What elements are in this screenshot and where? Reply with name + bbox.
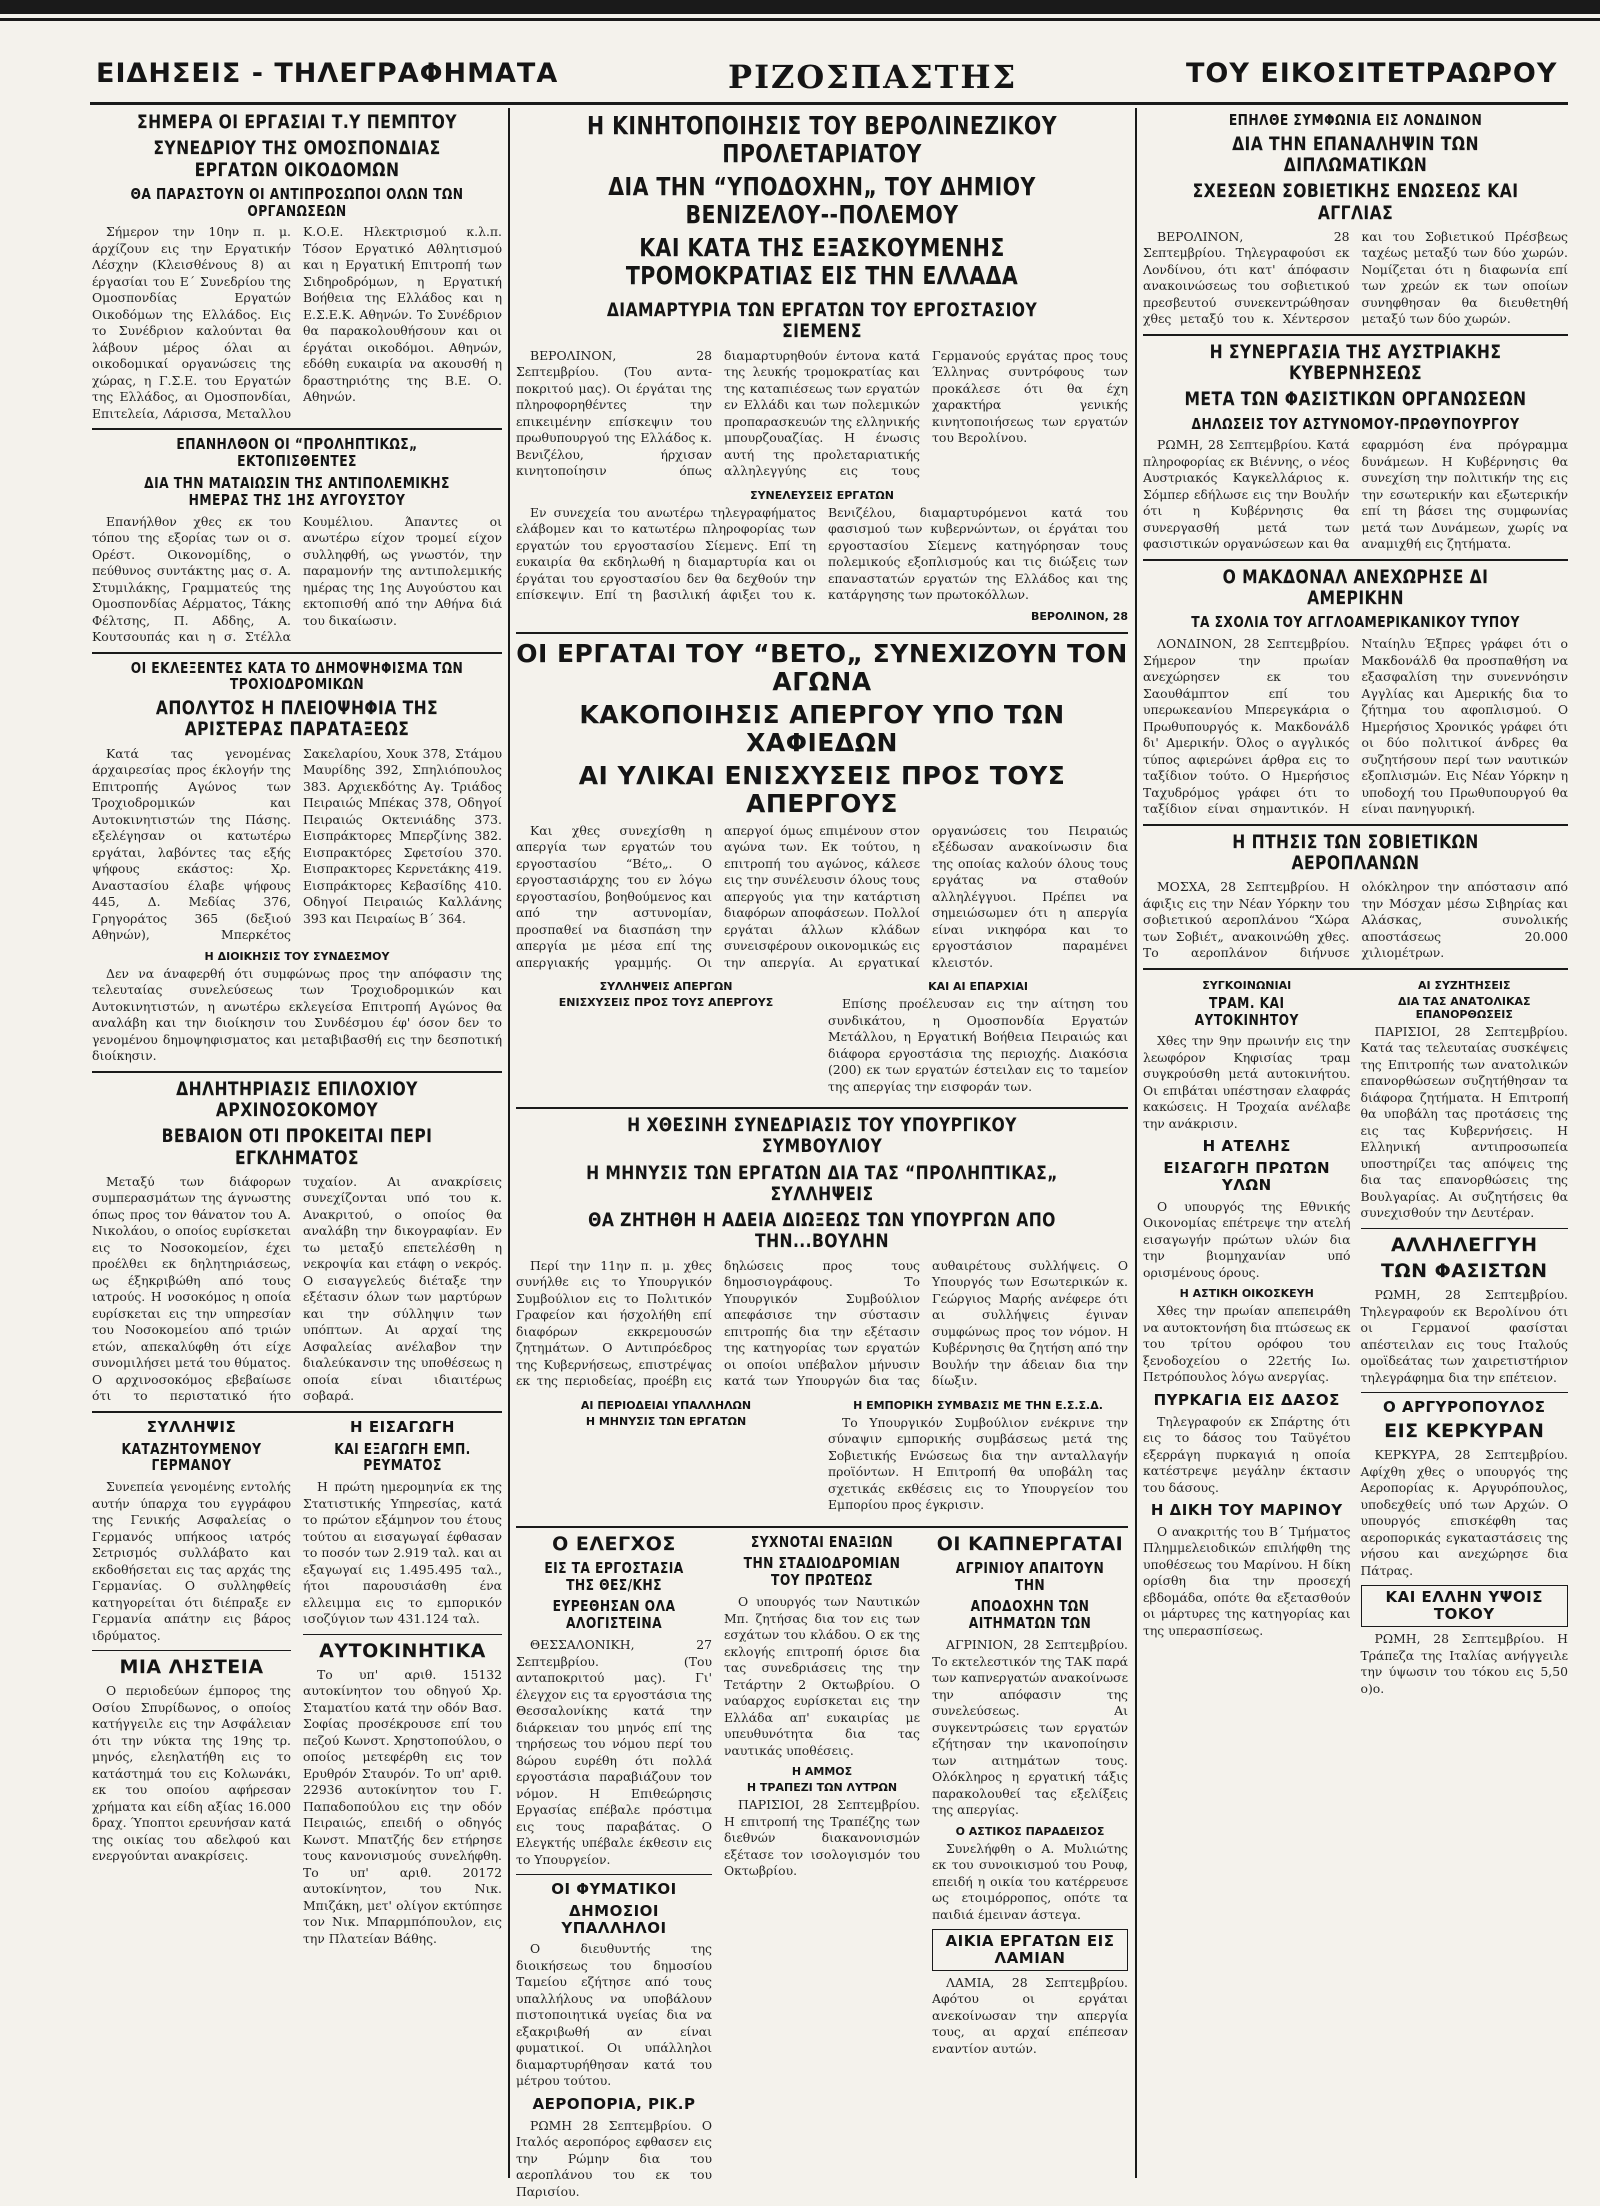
headline: ΤΡΑΜ. ΚΑΙ ΑΥΤΟΚΙΝΗΤΟΥ bbox=[1194, 993, 1299, 1029]
subheadline: Η ΕΜΠΟΡΙΚΗ ΣΥΜΒΑΣΙΣ ΜΕ ΤΗΝ Ε.Σ.Σ.Δ. bbox=[853, 1398, 1103, 1412]
article-row bbox=[1143, 976, 1568, 1703]
headline: ΣΥΛΛΗΨΙΣ bbox=[146, 1417, 237, 1436]
headline: ΟΙ ΕΡΓΑΤΑΙ ΤΟΥ “ΒΕΤΟ„ ΣΥΝΕΧΙΖΟΥΝ ΤΟΝ ΑΓΩΝΑ bbox=[516, 638, 1128, 696]
subheadline: ΑΙ ΠΕΡΙΟΔΕΙΑΙ ΥΠΑΛΛΗΛΩΝ bbox=[580, 1398, 752, 1412]
article-text: ΒΕΡΟΛΙΝΟΝ, 28 Σεπτεμβρίου. Τηλεγραφούσι εκ Λονδίνου, ότι κατ' άπόφασιν ανακοινώσεως του σοβιετικού πρεσβευτού συνεκεντρώθησαν χθες μεταξύ του κ. Χέντερσον και του Σοβιετικού Πρέσβεως ταχέως μεταξύ των δύο χωρών. Νομίζεται ότι η διαφωνία επί των χρεών εκ των οποίων συνηφθησαν θα διευθετηθή μεταξύ των δύο χωρών. bbox=[1143, 228, 1568, 327]
headline: ΘΑ ΠΑΡΑΣΤΟΥΝ ΟΙ ΑΝΤΙΠΡΟΣΩΠΟΙ ΟΛΩΝ ΤΩΝ ΟΡΓΑΝΩΣΕΩΝ bbox=[130, 184, 464, 220]
article-text: Επανήλθον χθες εκ του τόπου της εξορίας των οι σ. Ορέστ. Οικονομίδης, ο πεύθυνος συντάκτης μας σ. Α. Στυμιλάκης, Γραμματεύς της Ομοσπονδίας Αέρματος, Τάκης Φέλτσης, Π. Αδδης, Α. Κουτσουπάς και η σ. Στέλλα Κουμέλιου. Άπαντες οι ανωτέρω είχον τρομεί είχον συλληφθή, ως γνωστόν, την παραμονήν της αντιπολεμικής ημέρας της 1ης Αυγούστου και εκτοπισθή από την Αθήνα διά του δικαίωσιν. bbox=[92, 513, 502, 645]
subheadline: ΣΥΝΕΛΕΥΣΕΙΣ ΕΡΓΑΤΩΝ bbox=[750, 488, 894, 502]
headline: Η ΧΘΕΣΙΝΗ ΣΥΝΕΔΡΙΑΣΙΣ ΤΟΥ ΥΠΟΥΡΓΙΚΟΥ ΣΥΜΒΟΥΛΙΟΥ bbox=[627, 1114, 1017, 1158]
headline: ΣΗΜΕΡΑ ΟΙ ΕΡΓΑΣΙΑΙ Τ.Υ ΠΕΜΠΤΟΥ bbox=[137, 111, 457, 133]
headline: Η ΚΙΝΗΤΟΠΟΙΗΣΙΣ ΤΟΥ ΒΕΡΟΛΙΝΕΖΙΚΟΥ ΠΡΟΛΕΤΑΡΙΑΤΟΥ bbox=[587, 111, 1057, 168]
headline: Η ΣΥΝΕΡΓΑΣΙΑ ΤΗΣ ΑΥΣΤΡΙΑΚΗΣ ΚΥΒΕΡΝΗΣΕΩΣ bbox=[1209, 340, 1502, 385]
divider bbox=[1143, 559, 1568, 561]
headline: ΔΙΑ ΤΗΝ ΕΠΑΝΑΛΗΨΙΝ ΤΩΝ ΔΙΠΛΩΜΑΤΙΚΩΝ bbox=[1232, 132, 1479, 177]
divider bbox=[92, 1071, 502, 1073]
article-text: Ο υπουργός της Εθνικής Οικονομίας επέτρεψε την ατελή εισαγωγήν πρώτων υλών δια την βιομηχανίαν υπό ορισμένους όρους. bbox=[1143, 1198, 1351, 1280]
headline: ΕΥΡΕΘΗΣΑΝ ΟΛΑ ΑΛΟΓΙΣΤΕΙΝΑ bbox=[552, 1597, 676, 1633]
headline-box: ΚΑΙ ΕΛΛΗΝ ΥΨΟΙΣ ΤΟΚΟΥ bbox=[1361, 1585, 1569, 1627]
divider bbox=[1143, 334, 1568, 336]
subheadline: ΑΙ ΣΥΖΗΤΗΣΕΙΣ bbox=[1418, 978, 1511, 992]
left-column bbox=[92, 112, 502, 2180]
article bbox=[516, 1396, 816, 1520]
subheadline: Η ΑΜΜΟΣ bbox=[791, 1765, 853, 1779]
divider bbox=[1143, 824, 1568, 826]
masthead bbox=[0, 58, 1600, 100]
headline: ΒΕΒΑΙΟΝ ΟΤΙ ΠΡΟΚΕΙΤΑΙ ΠΕΡΙ ΕΓΚΛΗΜΑΤΟΣ bbox=[161, 1125, 433, 1169]
headline: ΚΑΤΑΖΗΤΟΥΜΕΝΟΥ ΓΕΡΜΑΝΟΥ bbox=[121, 1439, 262, 1475]
article bbox=[828, 1396, 1128, 1520]
article bbox=[1361, 976, 1569, 1703]
headline: ΔΗΛΩΣΕΙΣ ΤΟΥ ΑΣΤΥΝΟΜΟΥ-ΠΡΩΘΥΠΟΥΡΓΟΥ bbox=[1191, 414, 1520, 433]
headline: Ο ΜΑΚΔΟΝΑΛ ΑΝΕΧΩΡΗΣΕ ΔΙ ΑΜΕΡΙΚΗΝ bbox=[1222, 565, 1489, 610]
headline: ΑΠΟΛΥΤΟΣ Η ΠΛΕΙΟΨΗΦΙΑ ΤΗΣ ΑΡΙΣΤΕΡΑΣ ΠΑΡΑΤΑΞΕΩΣ bbox=[155, 697, 439, 741]
article-text: Το Υπουργικόν Συμβούλιον ενέκρινε την σύναψιν εμπορικής συμβάσεως μετά της Σοβιετικής Ενώσεως δια την ανταλλαγήν προϊόντων. Η Επιτροπή θα υποβάλη τας σχετικάς εκθέσεις εις το Υπουργείον του Εμπορίου προς έγκρισιν. bbox=[828, 1414, 1128, 1513]
headline: ΟΙ ΦΥΜΑΤΙΚΟΙ bbox=[551, 1880, 677, 1899]
headline: ΕΙΣ ΤΑ ΕΡΓΟΣΤΑΣΙΑ ΤΗΣ ΘΕΣ/ΚΗΣ bbox=[544, 1558, 684, 1594]
headline: ΕΙΣΑΓΩΓΗ ΠΡΩΤΩΝ ΥΛΩΝ bbox=[1163, 1159, 1331, 1194]
headline: ΤΗΝ ΣΤΑΔΙΟΔΡΟΜΙΑΝ ΤΟΥ ΠΡΩΤΕΩΣ bbox=[743, 1554, 901, 1590]
article-row bbox=[516, 1534, 1128, 2206]
headline: ΣΧΕΣΕΩΝ ΣΟΒΙΕΤΙΚΗΣ ΕΝΩΣΕΩΣ ΚΑΙ ΑΓΓΛΙΑΣ bbox=[1192, 180, 1519, 224]
headline: Η ΑΤΕΛΗΣ bbox=[1202, 1137, 1291, 1156]
article-text: ΡΩΜΗ 28 Σεπτεμβρίου. Ο Ιταλός αεροπόρος εφθασεν εις την Ρώμην δια του αεροπλάνου του εκ του Παρισίου. bbox=[516, 2117, 712, 2199]
subheadline: ΕΝΙΣΧΥΣΕΙΣ ΠΡΟΣ ΤΟΥΣ ΑΠΕΡΓΟΥΣ bbox=[558, 996, 774, 1010]
headline: ΣΥΝΕΔΡΙΟΥ ΤΗΣ ΟΜΟΣΠΟΝΔΙΑΣ ΕΡΓΑΤΩΝ ΟΙΚΟΔΟΜΩΝ bbox=[153, 137, 441, 181]
headline: ΕΙΣ ΚΕΡΚΥΡΑΝ bbox=[1384, 1420, 1545, 1443]
article-text: Περί την 11ην π. μ. χθες συνήλθε εις το Υπουργικόν Συμβούλιον εις το Πολιτικόν Γραφείον και ήσχολήθη επί διαφόρων εκκρεμουσών ζητημάτων. Ο Αντιπρόεδρος της Κυβερνήσεως, επιστρέψας εκ της περιοδείας, προέβη εις δηλώσεις προς τους δημοσιογράφους. Το Υπουργικόν Συμβούλιον απεφάσισε την σύστασιν επιτροπής δια την εξέτασιν της κατηγορίας των εργατών οι οποίοι υπέβαλον μήνυσιν κατά των Υπουργών δια τας αυθαιρέτους συλλήψεις. Ο Υπουργός των Εσωτερικών κ. Γεώργιος Μαρής ανέφερε ότι αι συλλήψεις έγιναν συμφώνως προς τον νόμον. Η Κυβέρνησις θα ζητήση από την Βουλήν την άδειαν δια την δίωξιν. bbox=[516, 1257, 1128, 1389]
article-text: Ο ανακριτής του Β΄ Τμήματος Πλημμελειοδικών επιλήφθη της υποθέσεως του Μαρίνου. Η δίκη ορίσθη δια την προσεχή εβδομάδα, οπότε θα εξετασθούν οι μάρτυρες της κατηγορίας και της υπερασπίσεως. bbox=[1143, 1523, 1351, 1638]
headline: ΑΥΤΟΚΙΝΗΤΙΚΑ bbox=[319, 1639, 486, 1662]
divider bbox=[1361, 1392, 1569, 1393]
headline: ΚΑΙ ΕΞΑΓΩΓΗ ΕΜΠ. ΡΕΥΜΑΤΟΣ bbox=[334, 1439, 471, 1475]
headline: ΔΗΛΗΤΗΡΙΑΣΙΣ ΕΠΙΛΟΧΙΟΥ ΑΡΧΙΝΟΣΟΚΟΜΟΥ bbox=[176, 1077, 418, 1121]
headline: ΑΕΡΟΠΟΡΙΑ, ΡΙΚ.Ρ bbox=[532, 2094, 696, 2113]
masthead-left: ΕΙΔΗΣΕΙΣ - ΤΗΛΕΓΡΑΦΗΜΑΤΑ bbox=[96, 58, 559, 89]
subheadline: Η ΑΣΤΙΚΗ ΟΙΚΟΣΚΕΥΗ bbox=[1179, 1287, 1314, 1301]
article-text: ΡΩΜΗ, 28 Σεπτεμβρίου. Η Τράπεζα της Ιταλίας ανήγγειλε την ύψωσιν του τόκου εις 5,50 ο)ο. bbox=[1360, 1631, 1568, 1696]
top-border bbox=[0, 0, 1600, 14]
headline: ΠΥΡΚΑΓΙΑ ΕΙΣ ΔΑΣΟΣ bbox=[1153, 1390, 1340, 1409]
article-text: Κατά τας γενομένας άρχαιρεσίας προς έκλογήν της Επιτροπής Αγώνος των Τροχιοδρομικών και Αυτοκινητιστών της Πάσης. εξελέγησαν οι κατωτέρω εργάται, λαβόντες τας εξής ψήφους εκάστος: Χρ. Αναστασίου έλαβε ψήφους 445, Δ. Μεδίας 376, Γρηγοράτος 365 (δεξιού Αθηνών), Μπερκέτος Σακελαρίου, Χουκ 378, Στάμου Μαυρίδης 392, Σπηλιόπουλος 383. Αρχιεκδότης Αγ. Τριάδος Πειραιώς Μπέκας 378, Οδηγοί Πειραιώς Οκτενιάδης 373. Εισπράκτορες Μπερζίνης 382. Εισπρακτόρες Σφετσίου 370. Εισπρακτορες Κερνετάκης 419. Εισπράκτορες Κεβασίδης 410. Οδηγοί Πειραιώς Καλλάνης 393 και Πειραίως Β΄ 364. bbox=[92, 745, 502, 943]
divider bbox=[1143, 968, 1568, 970]
article-text: ΠΑΡΙΣΙΟΙ, 28 Σεπτεμβρίου. Η επιτροπή της Τραπέζης των διεθνών διακανονισμών εξέτασε τον ισολογισμόν του Οκτωβρίου. bbox=[724, 1797, 920, 1879]
article bbox=[1143, 976, 1351, 1703]
headline: Η ΕΙΣΑΓΩΓΗ bbox=[350, 1417, 455, 1436]
article-text: Συνελήφθη ο Α. Μυλιώτης εκ του συνοικισμού του Ρουφ, επειδή η οικία του κατέρρευσε ως ετοιμόρροπος, οπότε τα παιδιά έμειναν άστεγα. bbox=[932, 1840, 1128, 1922]
article-text: ΜΟΣΧΑ, 28 Σεπτεμβρίου. Η άφιξις εις την Νέαν Υόρκην του σοβιετικού αεροπλάνου “Χώρα των Σοβιέτ„ ανακοινώθη χθες. Το αεροπλάνον διήνυσε ολόκληρον την απόστασιν από την Μόσχαν μέσω Σιβηρίας και Αλάσκας, συνολικής αποστάσεως 20.000 χιλιομέτρων. bbox=[1143, 879, 1568, 961]
dateline: ΒΕΡΟΛΙΝΟΝ, 28 bbox=[1031, 609, 1128, 623]
headline: ΟΙ ΚΑΠΝΕΡΓΑΤΑΙ bbox=[936, 1532, 1124, 1555]
article-text: Δεν να άναφερθή ότι συμφώνως προς την απόφασιν της τελευταίας συνελεύσεως των Τροχιοδρομικών και Αυτοκινητιστών, η ανωτέρω εκλεγείσα Επιτροπή Αγώνος θα αναλάβη και την διοίκησιν του Συνδέσμου έφ' όσον δεν το γενομένου δημοψηφισματος και μεταβιβασθή εις την δεσποτική διοίκησιν. bbox=[92, 965, 502, 1064]
divider bbox=[516, 632, 1128, 634]
headline-box: ΑΙΚΙΑ ΕΡΓΑΤΩΝ ΕΙΣ ΛΑΜΙΑΝ bbox=[932, 1929, 1128, 1971]
two-briefs bbox=[92, 1419, 502, 1954]
article bbox=[724, 1534, 920, 2206]
article bbox=[516, 486, 1128, 626]
headline: ΔΙΑ ΤΗΝ ΜΑΤΑΙΩΣΙΝ ΤΗΣ ΑΝΤΙΠΟΛΕΜΙΚΗΣ ΗΜΕΡΑΣ ΤΗΣ 1ΗΣ ΑΥΓΟΥΣΤΟΥ bbox=[144, 473, 450, 509]
subheadline: Η ΤΡΑΠΕΖΙ ΤΩΝ ΛΥΤΡΩΝ bbox=[746, 1781, 898, 1795]
article-text: Ο διευθυντής της διοικήσεως του δημοσίου Ταμείου εζήτησε από τους υπαλλήλους να υποβάλουν πιστοποιητικά υγείας δια να εξακριβωθή αν είναι φυματικοί. Οι υπάλληλοι διαμαρτυρήθησαν κατά του μέτρου τούτου. bbox=[516, 1941, 712, 2089]
article bbox=[932, 1534, 1128, 2206]
top-border-thin bbox=[0, 18, 1600, 21]
headline: ΔΙΑ ΤΗΝ “ΥΠΟΔΟΧΗΝ„ ΤΟΥ ΔΗΜΙΟΥ ΒΕΝΙΖΕΛΟΥ--ΠΟΛΕΜΟΥ bbox=[608, 172, 1036, 229]
headline: ΕΠΗΛΘΕ ΣΥΜΦΩΝΙΑ ΕΙΣ ΛΟΝΔΙΝΟΝ bbox=[1228, 111, 1483, 129]
article-text: ΛΟΝΔΙΝΟΝ, 28 Σεπτεμβρίου. Σήμερον την πρωίαν ανεχώρησεν εκ του Σαουθάμπτον επί του υπερωκεανίου Μπερεγκάρια ο Πρωθυπουργός κ. Μακδονάλδ δι' Αμερικήν. Όλος ο αγγλικός τύπος αφιερώνει άρθρα εις το ταξίδιον τούτο. Ο Ημερήσιος Ταχυδρόμος γράφει ότι το ταξίδιον είναι σημαντικόν. Η Νταίηλυ Έξπρες γράφει ότι ο Μακδονάλδ θα προσπαθήση να εξασφαλίση την συνεννόησιν Αγγλίας και Αμερικής δια το ζήτημα του αφοπλισμού. Ο Ημερήσιος Χρονικός γράφει ότι οι δύο πολιτικοί άνδρες θα συζητήσουν περί των ναυτικών εξοπλισμών. Εις Νέαν Υόρκην η υποδοχή του Πρωθυπουργού θα είναι πανηγυρική. bbox=[1143, 636, 1568, 817]
article-text: ΘΕΣΣΑΛΟΝΙΚΗ, 27 Σεπτεμβρίου. (Του ανταποκριτού μας). Γι' έλεγχον εις τα εργοστάσια της Θεσσαλονίκης κατά την διάρκειαν του μηνός επί της τηρήσεως του νόμου περί του 8ώρου ευρέθη ότι πολλά εργοστάσια παραβιάζουν τον νόμον. Η Επιθεώρησις Εργασίας επέβαλε πρόστιμα εις τους παραβάτας. Ο Ελεγκτής υπέβαλε έκθεσιν εις το Υπουργείον. bbox=[516, 1637, 712, 1867]
article-text: Επίσης προέλευσαν εις την αίτηση του συνδικάτου, η Ομοσπονδία Εργατών Μετάλλου, η Εργατική Βοήθεια Πειραιώς και διάφορα εργοστάσια της περιοχής. Διακόσια (200) εκ των εργατών έστειλαν εις το ταμείον της απεργίας την εισφοράν των. bbox=[828, 996, 1128, 1094]
article-row bbox=[516, 1396, 1128, 1520]
subheadline: Η ΜΗΝΥΣΙΣ ΤΩΝ ΕΡΓΑΤΩΝ bbox=[585, 1414, 747, 1428]
headline: ΣΥΧΝΟΤΑΙ ΕΝΑΞΙΩΝ bbox=[750, 1532, 894, 1551]
headline: ΚΑΚΟΠΟΙΗΣΙΣ ΑΠΕΡΓΟΥ ΥΠΟ ΤΩΝ ΧΑΦΙΕΔΩΝ bbox=[579, 699, 1065, 757]
article-text: ΚΕΡΚΥΡΑ, 28 Σεπτεμβρίου. Αφίχθη χθες ο υπουργός της Αεροπορίας κ. Αργυρόπουλος, υποδεχθείς υπό των Αρχών. Ο υπουργός επισκέφθη τας αεροπορικάς εγκαταστάσεις της νήσου και ανεχώρησε δια Πάτρας. bbox=[1360, 1447, 1568, 1578]
subheadline: Η ΔΙΟΙΚΗΣΙΣ ΤΟΥ ΣΥΝΔΕΣΜΟΥ bbox=[204, 949, 390, 963]
headline: Ο ΑΡΓΥΡΟΠΟΥΛΟΣ bbox=[1382, 1398, 1546, 1417]
headline: ΜΙΑ ΛΗΣΤΕΙΑ bbox=[119, 1656, 264, 1679]
headline: ΑΙ ΥΛΙΚΑΙ ΕΝΙΣΧΥΣΕΙΣ ΠΡΟΣ ΤΟΥΣ ΑΠΕΡΓΟΥΣ bbox=[578, 760, 1066, 818]
headline: ΤΩΝ ΦΑΣΙΣΤΩΝ bbox=[1380, 1260, 1548, 1283]
headline: ΑΛΛΗΛΕΓΓΥΗ bbox=[1390, 1233, 1538, 1256]
article-row bbox=[516, 977, 1128, 1101]
article-text: ΛΑΜΙΑ, 28 Σεπτεμβρίου. Αφότου οι εργάται ανεκοίνωσαν την απεργία τους, αι αρχαί επέπεσαν εναντίον αυτών. bbox=[932, 1974, 1128, 2056]
divider bbox=[92, 1411, 502, 1413]
subheadline: ΣΥΛΛΗΨΕΙΣ ΑΠΕΡΓΩΝ bbox=[599, 980, 733, 994]
article-text: Εν συνεχεία του ανωτέρω τηλεγραφήματος ελάβομεν και το κατωτέρω πληροφορίας των εργατών του εργοστασίου Σίεμενς. Επί τη ευκαιρία θα εκδηλωθή η διαμαρτυρία και οι έργάται του εργοστασίου δεν θα δεχθούν την επίσκεψιν. Επί τη βασιλική άφιξει του κ. Βενιζέλου, διαμαρτυρόμενοι κατά του φασισμού των κυβερνώντων, οι έργάται του εργοστασίου Σίεμενς κατηγόρησαν τους πολεμικούς εξοπλισμούς και τις διώξεις των επαναστατών εργατών της Ελλάδος και της κατάργησης των πρωτοκόλλων. bbox=[516, 504, 1128, 603]
headline: ΘΑ ΖΗΤΗΘΗ Η ΑΔΕΙΑ ΔΙΩΞΕΩΣ ΤΩΝ ΥΠΟΥΡΓΩΝ ΑΠΟ ΤΗΝ...ΒΟΥΛΗΝ bbox=[588, 1209, 1056, 1253]
article-text: ΠΑΡΙΣΙΟΙ, 28 Σεπτεμβρίου. Κατά τας τελευταίας συσκέψεις της Επιτροπής των ανατολικών επανορθώσεων συζητήθησαν τα διάφορα ζητήματα. Η Επιτροπή θα υποβάλη τας προτάσεις της εις τας Κυβερνήσεις. Η Ελληνική αντιπροσωπεία υποστηρίζει τας απόψεις της δια τας επανορθώσεις της Βουλγαρίας. Αι συζητήσεις θα συνεχισθούν την Δευτέραν. bbox=[1360, 1023, 1568, 1221]
divider bbox=[516, 1526, 1128, 1528]
article bbox=[516, 977, 816, 1101]
divider bbox=[516, 1107, 1128, 1109]
article bbox=[828, 977, 1128, 1101]
masthead-rule bbox=[90, 102, 1568, 105]
headline: ΚΑΙ ΚΑΤΑ ΤΗΣ ΕΞΑΣΚΟΥΜΕΝΗΣ ΤΡΟΜΟΚΡΑΤΙΑΣ ΕΙΣ ΤΗΝ ΕΛΛΑΔΑ bbox=[625, 233, 1019, 290]
article-text: Χθες την πρωίαν απεπειράθη να αυτοκτονήση δια πτώσεως εκ του τρίτου ορόφου του ξενοδοχείου ο 22ετής Ιω. Πετρόπουλος λόγω ανεργίας. bbox=[1143, 1303, 1351, 1385]
masthead-right: ΤΟΥ ΕΙΚΟΣΙΤΕΤΡΑΩΡΟΥ bbox=[1186, 58, 1558, 89]
article-text: Η πρώτη ημερομηνία εκ της Στατιστικής Υπηρεσίας, κατά το πρώτον εξάμηνον του έτους τούτου αι εισαγωγαί έφθασαν το ποσόν των 2.919 ταλ. και αι εξαγωγαί εις 1.495.495 ταλ., ήτοι παρουσιάσθη ένα ελλειμμα εις το εμπορικόν ισοζύγιον των 431.124 ταλ. bbox=[303, 1479, 502, 1627]
divider bbox=[303, 1634, 502, 1635]
article-text: Σήμερον την 10ην π. μ. άρχίζουν εις την Εργατικήν Λέσχην (Κλεισθένους 8) αι έργασίαι του Ε΄ Συνεδρίου της Ομοσπονδίας Εργατών Οικοδόμων της Ελλάδος. Εις το Συνέδριον καλούνται θα λάβουν μέρος όλαι αι οικοδομικαί οργανώσεις της χώρας, η Γ.Σ.Ε. του Εργατών της Ελλάδος, αι Ομοσπονδίαι, Επιτελεία, Λάρισσα, Μεταλλου Κ.Ο.Ε. Ηλεκτρισμού κ.λ.π. Τόσον Εργατικό Αθλητισμού και η Εργατική Επιτροπή των Σιδηροδρόμων, η Εργατική Βοήθεια της Ελλάδος και η Ε.Σ.Ε.Κ. Αθηνών. Το Συνέδριον θα παρακολουθήσουν και οι έργάται οικοδόμοι. Αθηνών, εδόθη ευκαιρία να ακουσθή η δραστηριότης της Β.Ε. Ο. Αθηνών. bbox=[92, 224, 502, 421]
headline: Ο ΕΛΕΓΧΟΣ bbox=[552, 1532, 676, 1555]
article-text: ΑΓΡΙΝΙΟΝ, 28 Σεπτεμβρίου. Το εκτελεστικόν της ΤΑΚ παρά των καπνεργατών ανακοίνωσε την απόφασιν της συνελεύσεως. Αι συγκεντρώσεις των εργατών εζήτησαν την ικανοποίησιν των αιτημάτων τους. Ολόκληρος η εργατική τάξις παρακολουθεί τας εξελίξεις της απεργίας. bbox=[932, 1637, 1128, 1818]
article-text: Μεταξύ των διάφορων συμπερασμάτων της άγνωστης όπως προς τον θάνατον του Α. Νικολάου, ο οποίος ευρίσκεται εις το Νοσοκομείον, έχει προέλθει εκ δηλητηριάσεως, ως έξηκριβώθη από τους ιατρούς. Η νοσοκόμος η οποία ευρίσκεται εις την υπηρεσίαν του Νοσοκομείου από τριών ετών, απεκαλύφθη ότι είχε συνομιλήσει μετά του θύματος. Ο αρχινοσοκόμος εβεβαίωσε ότι το περιστατικό ήτο τυχαίον. Αι ανακρίσεις συνεχίζονται υπό του κ. Ανακριτού, ο οποίος θα αναλάβη την δικογραφίαν. Εν τω μεταξύ επετελέσθη η νεκροψία και ετάφη ο νεκρός. Ο εισαγγελεύς διέταξε την εξέτασιν όλων των μαρτύρων και την σύλληψιν των υπόπτων. Αι αρχαί της Ασφαλείας ανέλαβον την διαλεύκανσιν της υποθέσεως η οποία είναι ιδιαιτέρως σοβαρά. bbox=[92, 1173, 502, 1404]
divider bbox=[92, 652, 502, 654]
center-column bbox=[516, 111, 1128, 2199]
headline: ΟΙ ΕΚΛΕΞΕΝΤΕΣ ΚΑΤΑ ΤΟ ΔΗΜΟΨΗΦΙΣΜΑ ΤΩΝ ΤΡΟΧΙΟΔΡΟΜΙΚΩΝ bbox=[130, 658, 464, 694]
column-rule bbox=[1135, 108, 1137, 2178]
article-text: ΒΕΡΟΛΙΝΟΝ, 28 Σεπτεμβρίου. (Του ανταποκριτού μας). Οι έργάται της πληροφορηθέντες την επικειμένην επίσκεψιν του πρωθυπουργού της Ελλάδος κ. Βενιζέλου, ήρχισαν κινητοποίησιν όπως διαμαρτυρηθούν έντονα κατά της λευκής τρομοκρατίας και της καταπιέσεως των εργατών εν Ελλάδι και των πολεμικών προπαρασκευών της ελληνικής μπουρζουαζίας. Η ένωσις αυτή της προλεταριατικής αλληλεγγύης εις τους Γερμανούς εργάτας προς τους Έλληνας συντρόφους των προκάλεσε ότι θα έχη χαρακτήρα γενικής κινητοποιήσεως των εργατών του Βερολίνου. bbox=[516, 347, 1128, 479]
article-text: Συνεπεία γενομένης εντολής αυτήν ύπαρχα του εγγράφου της Γενικής Ασφαλείας ο Γερμανός υπήκοος ιατρός Σετρισμός συλλάβατο και εκδοθήσεται εις τας αρχάς της Γερμανίας. Ο συλληφθείς κατηγορείται ότι διέπραξε εν Γερμανία απάτην εις βάρος ιδρύματος. bbox=[92, 1479, 291, 1643]
headline: ΔΗΜΟΣΙΟΙ ΥΠΑΛΛΗΛΟΙ bbox=[561, 1901, 667, 1937]
article-text: Τηλεγραφούν εκ Σπάρτης ότι εις το δάσος του Ταϋγέτου εξερράγη πυρκαγιά η οποία κατέστρεψε μεγάλην έκτασιν του δάσους. bbox=[1143, 1413, 1351, 1495]
masthead-title: ΡΙΖΟΣΠΑΣΤΗΣ bbox=[728, 58, 1018, 96]
brief bbox=[92, 1419, 291, 1954]
right-column bbox=[1143, 112, 1568, 2180]
article-text: Και χθες συνεχίσθη η απεργία των εργατών του εργοστασίου “Βέτο„. Ο εργοστασιάρχης του εν λόγω εργοστασίου, βοηθούμενος και από την αστυνομίαν, προσπαθεί να διασπάση την απεργία με μέσα επί της απεργιακής γραμμής. Οι απεργοί όμως επιμένουν στον αγώνα των. Εκ τούτου, η επιτροπή του αγώνος, κάλεσε εις την συνέλευσιν όλους τους απεργούς για την κατάρτιση διαφόρων αποφάσεων. Πολλοί εργάται άλλων κλάδων συνεισφέρουν οικονομικώς εις την απεργία. Αι εργατικαί οργανώσεις του Πειραιώς εξέδωσαν ανακοίνωσιν δια της οποίας καλούν όλους τους εργάτας να σταθούν αλληλέγγυοι. Πρέπει να σημειώσωμεν ότι η απεργία είναι νικηφόρα και το εργοστάσιον παραμένει κλειστόν. bbox=[516, 822, 1128, 970]
article-text: Ο περιοδεύων έμπορος της Οσίου Σπυρίδωνος, ο οποίος κατήγγειλε εις την Ασφάλειαν ότι την νύκτα της 19ης τρ. μηνός, ελεηλατήθη εις το κατάστημά του εις Κολωνάκι, εκ του οποίου αφήρεσαν χρήματα και είδη αξίας 16.000 δραχ. Ύποπτοι ερευνήσαν κατά της οικίας του αδελφού και ενεργούνται ανακρίσεις. bbox=[92, 1683, 291, 1864]
article bbox=[516, 1534, 712, 2206]
headline: ΕΠΑΝΗΛΘΟΝ ΟΙ “ΠΡΟΛΗΠΤΙΚΩΣ„ ΕΚΤΟΠΙΣΘΕΝΤΕΣ bbox=[176, 435, 418, 471]
divider bbox=[1361, 1228, 1569, 1229]
brief bbox=[303, 1419, 502, 1954]
article-text: ΡΩΜΗ, 28 Σεπτεμβρίου. Τηλεγραφούν εκ Βερολίνου ότι οι Γερμανοί φασίσται απέστειλαν εις τους Ιταλούς ομοϊδεάτας των χαιρετιστήριον τηλεγράφημα δια την επέτειον. bbox=[1360, 1287, 1568, 1385]
headline: ΔΙΑΜΑΡΤΥΡΙΑ ΤΩΝ ΕΡΓΑΤΩΝ ΤΟΥ ΕΡΓΟΣΤΑΣΙΟΥ ΣΙΕΜΕΝΣ bbox=[606, 299, 1038, 343]
divider bbox=[92, 428, 502, 430]
headline: Η ΜΗΝΥΣΙΣ ΤΩΝ ΕΡΓΑΤΩΝ ΔΙΑ ΤΑΣ “ΠΡΟΛΗΠΤΙΚΑΣ„ ΣΥΛΛΗΨΕΙΣ bbox=[586, 1161, 1058, 1205]
article-text: ΡΩΜΗ, 28 Σεπτεμβρίου. Κατά πληροφορίας εκ Βιέννης, ο νέος Αυστριακός Καγκελλάριος κ. Σόμπερ εδήλωσε εις την Βουλήν ότι η Κυβέρνησις θα συνεργασθή μετά των φασιστικών οργανώσεων και θα εφαρμόση ένα πρόγραμμα δυνάμεων. Η Κυβέρνησις θα συνεχίση την πολιτικήν της εις την εσωτερικήν και εξωτερικήν επί τη βάσει της συμφωνίας μετά των Δυνάμεων, χωρίς να αναμιχθή εις ζητήματα. bbox=[1143, 437, 1568, 552]
column-rule bbox=[508, 108, 510, 2178]
subheadline: ΚΑΙ ΑΙ ΕΠΑΡΧΙΑΙ bbox=[928, 980, 1028, 994]
article-text: Ο υπουργός των Ναυτικών Μπ. ζητήσας δια τον εις των εσχάτων του κλάδου. Ο εκ της εκλογής επιτροπή όρισε δια τας συνεδριάσεις της την Τετάρτην 2 Οκτωβρίου. Ο ναύαρχος ευρίσκεται εις την Ελλάδα απ' ευκαιρίας με υπευθυνότητα δια τας ναυτικάς υποθέσεις. bbox=[724, 1594, 920, 1758]
article-text: Χθες την 9ην πρωινήν εις την λεωφόρον Κηφισίας τραμ συγκρούσθη μετά αυτοκινήτου. Οι επιβάται υπέστησαν ελαφράς κακώσεις. Η Τροχαία ανέλαβε την ανάκρισιν. bbox=[1143, 1033, 1351, 1131]
headline: ΑΓΡΙΝΙΟΥ ΑΠΑΙΤΟΥΝ ΤΗΝ bbox=[955, 1558, 1105, 1594]
subheadline: ΣΥΓΚΟΙΝΩΝΙΑΙ bbox=[1202, 978, 1292, 992]
headline: Η ΔΙΚΗ ΤΟΥ ΜΑΡΙΝΟΥ bbox=[1150, 1501, 1343, 1520]
article-row bbox=[516, 486, 1128, 626]
headline: ΜΕΤΑ ΤΩΝ ΦΑΣΙΣΤΙΚΩΝ ΟΡΓΑΝΩΣΕΩΝ bbox=[1184, 388, 1527, 411]
headline: Η ΠΤΗΣΙΣ ΤΩΝ ΣΟΒΙΕΤΙΚΩΝ ΑΕΡΟΠΛΑΝΩΝ bbox=[1232, 830, 1479, 875]
headline: ΤΑ ΣΧΟΛΙΑ ΤΟΥ ΑΓΓΛΟΑΜΕΡΙΚΑΝΙΚΟΥ ΤΥΠΟΥ bbox=[1191, 613, 1520, 632]
divider bbox=[92, 1650, 291, 1651]
article-text: Το υπ' αριθ. 15132 αυτοκίνητον του οδηγού Χρ. Σταματίου κατά την οδόν Βασ. Σοφίας προσέκρουσε επί του πεζού Κωνστ. Χρηστοπούλου, ο οποίος μετεφέρθη εις τον Ερυθρόν Σταυρόν. Το υπ' αριθ. 22936 αυτοκίνητον του Γ. Παπαδοπούλου εις την οδόν Πειραιώς, επειδή ο οδηγός Κωνστ. Μπατζής δεν ετήρησε τους κανονισμούς συνελήφθη. Το υπ' αριθ. 20172 αυτοκίνητον, του Νικ. Μπιζάκη, μετ' ολίγον εκτύπησε τον Νικ. Μπαρμπόπουλον, εις την Πλατείαν Βάθης. bbox=[303, 1666, 502, 1946]
subheadline: Ο ΑΣΤΙΚΟΣ ΠΑΡΑΔΕΙΣΟΣ bbox=[955, 1824, 1105, 1838]
subheadline: ΔΙΑ ΤΑΣ ΑΝΑΤΟΛΙΚΑΣ ΕΠΑΝΟΡΘΩΣΕΙΣ bbox=[1397, 994, 1531, 1021]
divider bbox=[516, 1874, 712, 1875]
headline: ΑΠΟΔΟΧΗΝ ΤΩΝ ΑΙΤΗΜΑΤΩΝ ΤΩΝ bbox=[968, 1597, 1092, 1633]
